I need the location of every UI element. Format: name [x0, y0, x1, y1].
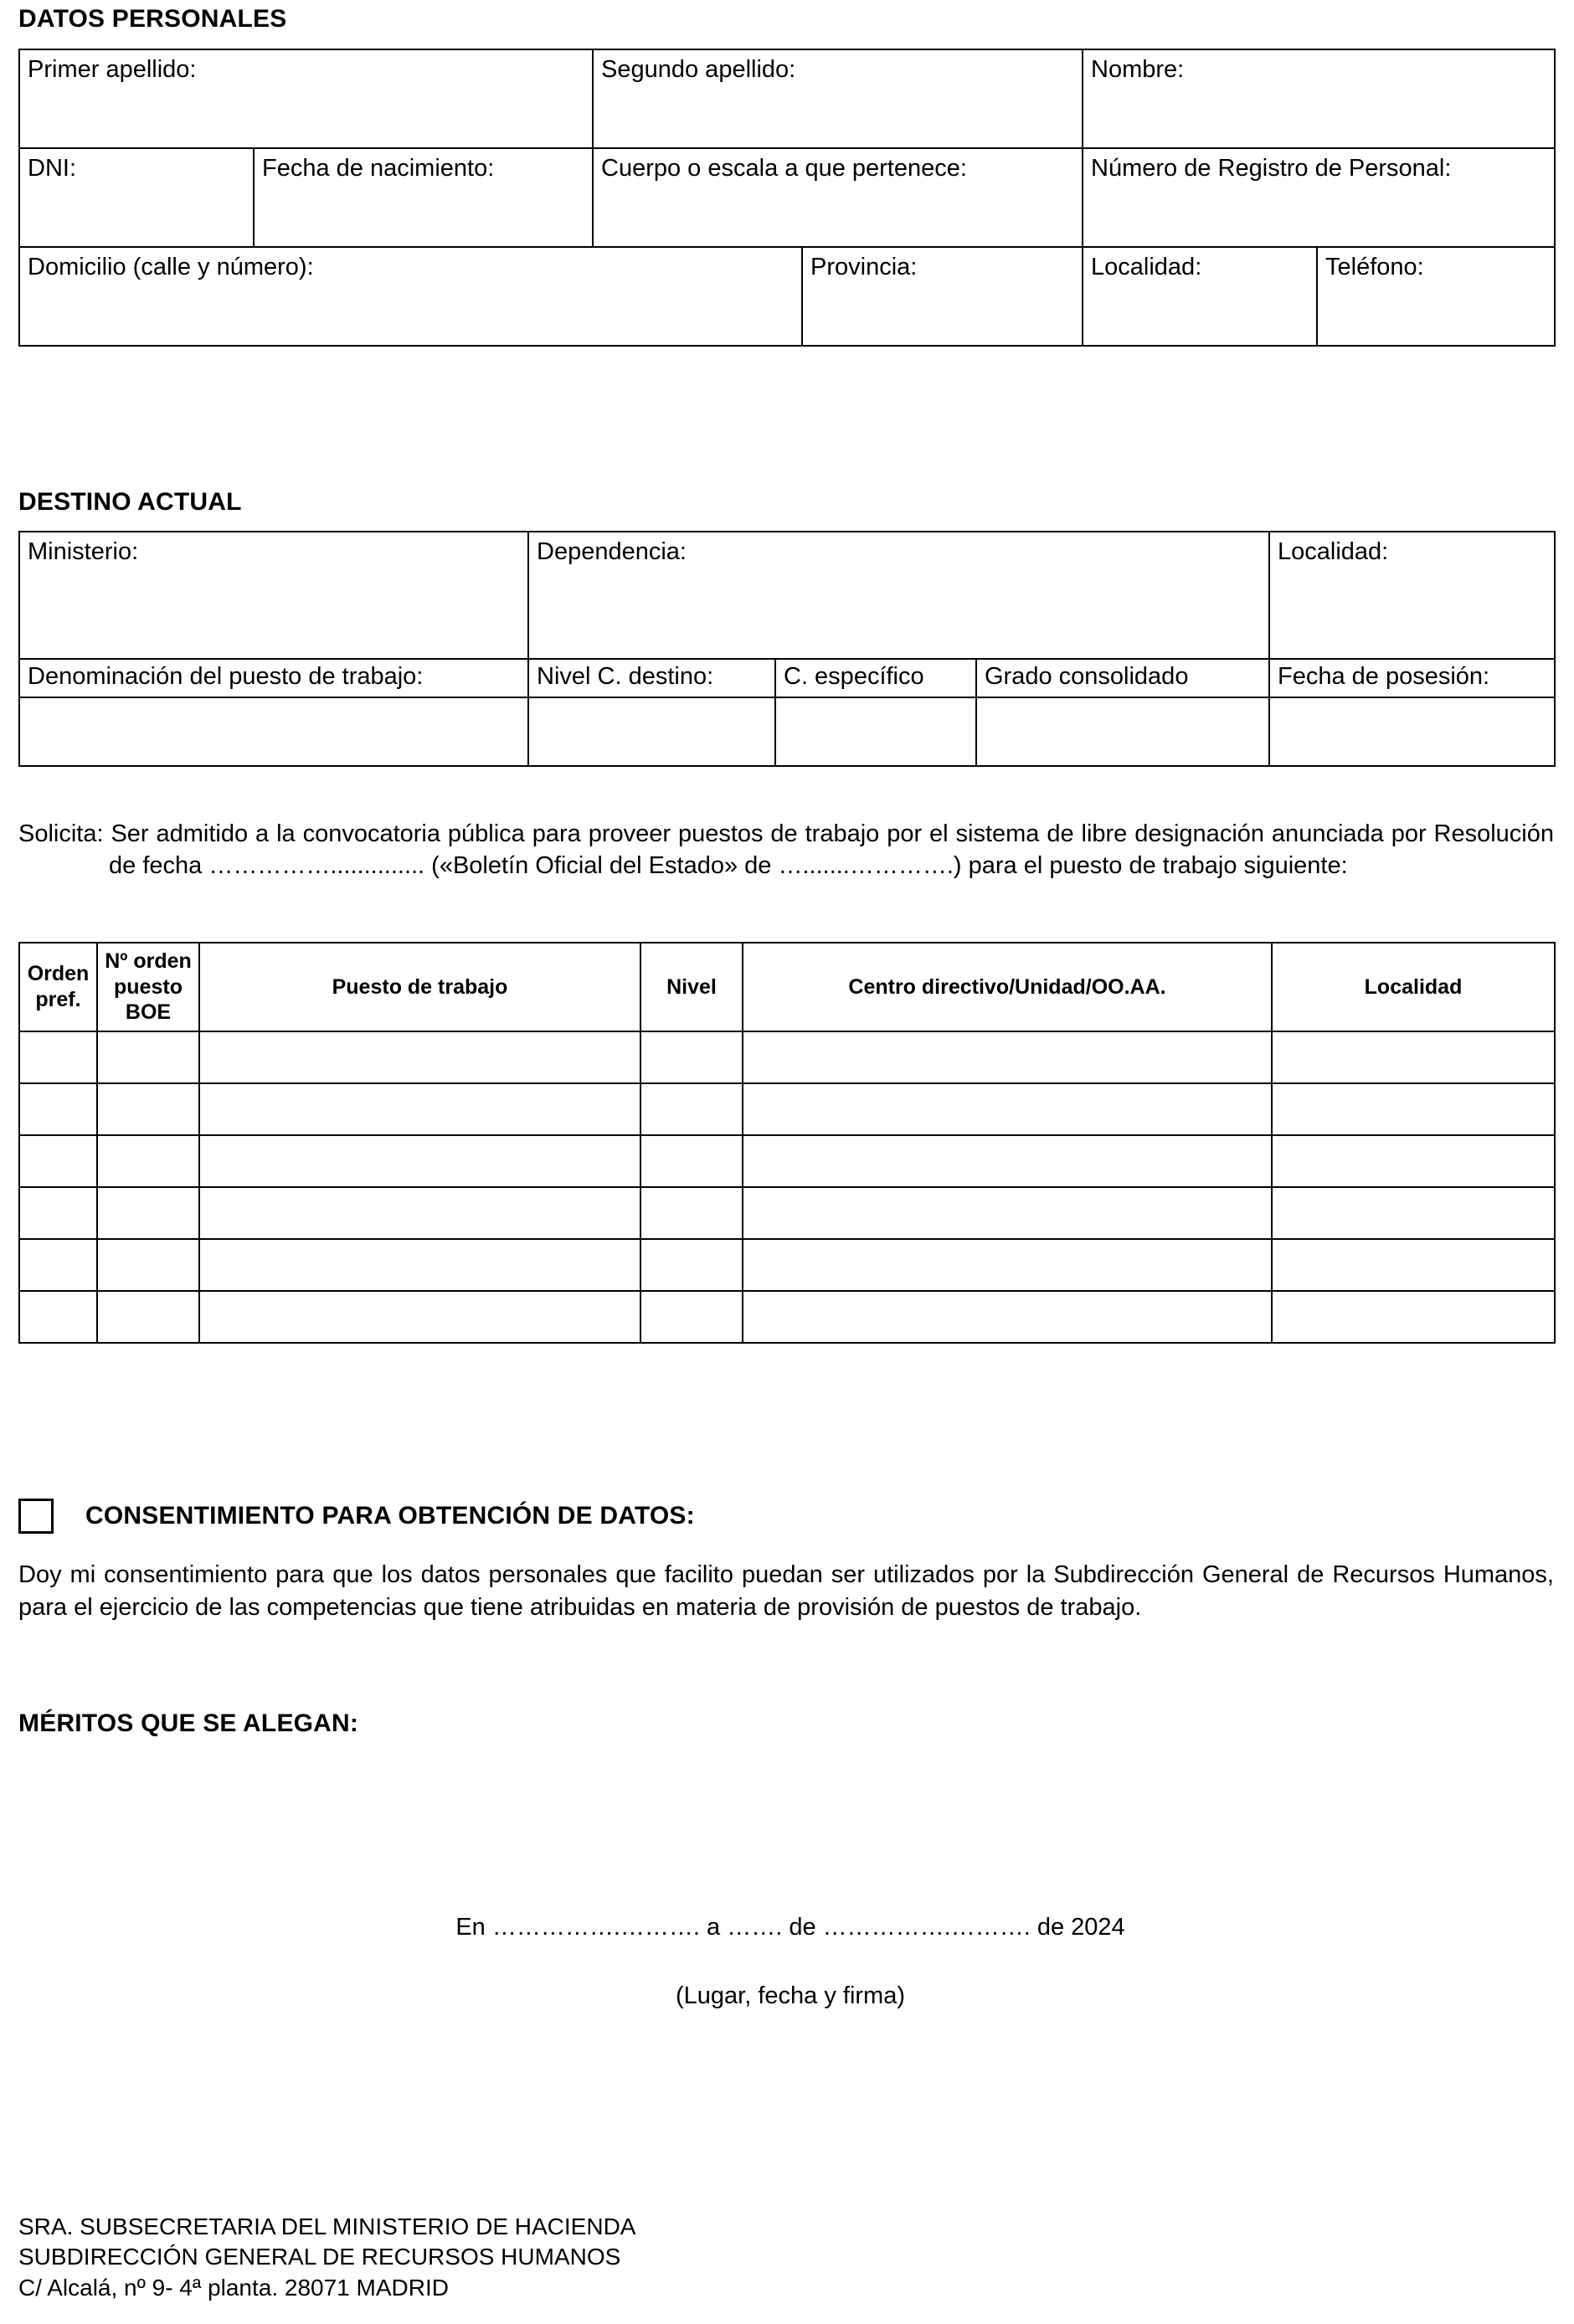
destino-actual-heading-wrap	[18, 488, 242, 516]
field-nombre[interactable]: Nombre:	[1083, 49, 1555, 148]
cell-orden-pref[interactable]	[19, 1291, 97, 1343]
meritos-heading: MÉRITOS QUE SE ALEGAN:	[18, 1710, 359, 1737]
field-provincia[interactable]: Provincia:	[802, 247, 1083, 346]
cell-nivel[interactable]	[640, 1291, 743, 1343]
consent-header-row	[18, 1499, 1554, 1534]
cell-nivel[interactable]	[640, 1239, 743, 1291]
jobs-header-nivel: Nivel	[640, 943, 743, 1031]
cell-num-orden-boe[interactable]	[97, 1187, 199, 1239]
field-localidad[interactable]: Localidad:	[1083, 247, 1317, 346]
footer-line-subdireccion: SUBDIRECCIÓN GENERAL DE RECURSOS HUMANOS	[18, 2244, 621, 2270]
table-row	[19, 49, 1555, 148]
cell-localidad[interactable]	[1272, 1239, 1555, 1291]
cell-localidad[interactable]	[1272, 1291, 1555, 1343]
jobs-table	[18, 942, 1556, 1344]
destino-actual-heading: DESTINO ACTUAL	[18, 488, 242, 516]
datos-personales-heading-wrap	[18, 5, 286, 33]
value-grado-consolidado[interactable]	[976, 697, 1269, 766]
cell-centro-directivo[interactable]	[743, 1291, 1272, 1343]
label-fecha-posesion: Fecha de posesión:	[1269, 659, 1555, 697]
cell-num-orden-boe[interactable]	[97, 1083, 199, 1135]
label-grado-consolidado: Grado consolidado	[976, 659, 1269, 697]
meritos-blank-area[interactable]	[18, 1750, 1554, 1884]
cell-centro-directivo[interactable]	[743, 1083, 1272, 1135]
footer-line-subsecretaria: SRA. SUBSECRETARIA DEL MINISTERIO DE HACIENDA	[18, 2213, 636, 2239]
destino-actual-table	[18, 531, 1556, 767]
cell-orden-pref[interactable]	[19, 1031, 97, 1083]
cell-centro-directivo[interactable]	[743, 1239, 1272, 1291]
table-row	[19, 1187, 1555, 1239]
field-fecha-nacimiento[interactable]: Fecha de nacimiento:	[254, 148, 593, 247]
jobs-header-centro-directivo: Centro directivo/Unidad/OO.AA.	[743, 943, 1272, 1031]
jobs-header-num-orden-boe: Nº orden puesto BOE	[97, 943, 199, 1031]
datos-personales-heading: DATOS PERSONALES	[18, 5, 287, 33]
cell-puesto-trabajo[interactable]	[199, 1187, 640, 1239]
field-ministerio[interactable]: Ministerio:	[19, 532, 528, 659]
value-c-especifico[interactable]	[775, 697, 976, 766]
field-cuerpo-escala[interactable]: Cuerpo o escala a que pertenece:	[593, 148, 1083, 247]
jobs-header-orden-pref: Orden pref.	[19, 943, 97, 1031]
signature-line-wrap	[18, 1914, 1554, 1941]
value-denominacion[interactable]	[19, 697, 528, 766]
cell-orden-pref[interactable]	[19, 1083, 97, 1135]
table-row	[19, 1291, 1555, 1343]
label-denominacion: Denominación del puesto de trabajo:	[19, 659, 528, 697]
datos-personales-table-wrap	[18, 49, 1556, 347]
cell-puesto-trabajo[interactable]	[199, 1031, 640, 1083]
cell-puesto-trabajo[interactable]	[199, 1135, 640, 1187]
cell-num-orden-boe[interactable]	[97, 1239, 199, 1291]
cell-nivel[interactable]	[640, 1083, 743, 1135]
jobs-table-wrap	[18, 942, 1556, 1344]
cell-puesto-trabajo[interactable]	[199, 1239, 640, 1291]
label-c-especifico: C. específico	[775, 659, 976, 697]
field-telefono[interactable]: Teléfono:	[1317, 247, 1555, 346]
table-row	[19, 1031, 1555, 1083]
signature-caption: (Lugar, fecha y firma)	[676, 1982, 905, 2009]
field-domicilio[interactable]: Domicilio (calle y número):	[19, 247, 802, 346]
consent-body-text: Doy mi consentimiento para que los datos personales que facilito puedan ser utilizados por la Subdirección General de Recursos Humanos, para el ejercicio de las competencias que tiene atribuidas en materia de provisión de puestos de trabajo.	[18, 1561, 1554, 1621]
cell-centro-directivo[interactable]	[743, 1031, 1272, 1083]
table-row	[19, 697, 1555, 766]
cell-num-orden-boe[interactable]	[97, 1031, 199, 1083]
table-row	[19, 1239, 1555, 1291]
signature-caption-wrap	[18, 1982, 1554, 2010]
cell-centro-directivo[interactable]	[743, 1187, 1272, 1239]
cell-nivel[interactable]	[640, 1187, 743, 1239]
cell-puesto-trabajo[interactable]	[199, 1083, 640, 1135]
field-dependencia[interactable]: Dependencia:	[528, 532, 1269, 659]
cell-localidad[interactable]	[1272, 1083, 1555, 1135]
cell-nivel[interactable]	[640, 1135, 743, 1187]
cell-localidad[interactable]	[1272, 1031, 1555, 1083]
consent-body-wrap	[18, 1559, 1554, 1623]
jobs-table-body	[19, 1031, 1555, 1343]
table-row	[19, 1135, 1555, 1187]
table-row-headers	[19, 659, 1555, 697]
label-nivel-c-destino: Nivel C. destino:	[528, 659, 775, 697]
cell-puesto-trabajo[interactable]	[199, 1291, 640, 1343]
cell-num-orden-boe[interactable]	[97, 1135, 199, 1187]
cell-num-orden-boe[interactable]	[97, 1291, 199, 1343]
value-nivel-c-destino[interactable]	[528, 697, 775, 766]
table-row	[19, 247, 1555, 346]
field-numero-registro[interactable]: Número de Registro de Personal:	[1083, 148, 1555, 247]
table-row	[19, 148, 1555, 247]
cell-localidad[interactable]	[1272, 1135, 1555, 1187]
field-dni[interactable]: DNI:	[19, 148, 254, 247]
field-destino-localidad[interactable]: Localidad:	[1269, 532, 1555, 659]
jobs-table-header-row	[19, 943, 1555, 1031]
cell-orden-pref[interactable]	[19, 1187, 97, 1239]
field-segundo-apellido[interactable]: Segundo apellido:	[593, 49, 1083, 148]
signature-date-line: En …………….………. a ……. de …………….………. de 2024	[455, 1914, 1125, 1941]
cell-localidad[interactable]	[1272, 1187, 1555, 1239]
consent-title: CONSENTIMIENTO PARA OBTENCIÓN DE DATOS:	[85, 1502, 695, 1530]
cell-centro-directivo[interactable]	[743, 1135, 1272, 1187]
field-primer-apellido[interactable]: Primer apellido:	[19, 49, 593, 148]
datos-personales-table	[18, 49, 1556, 347]
consent-checkbox[interactable]	[18, 1499, 54, 1534]
solicita-paragraph-wrap	[18, 819, 1554, 882]
table-row	[19, 1083, 1555, 1135]
jobs-header-puesto-trabajo: Puesto de trabajo	[199, 943, 640, 1031]
cell-orden-pref[interactable]	[19, 1239, 97, 1291]
cell-nivel[interactable]	[640, 1031, 743, 1083]
table-row	[19, 532, 1555, 659]
meritos-heading-wrap	[18, 1710, 358, 1738]
cell-orden-pref[interactable]	[19, 1135, 97, 1187]
jobs-header-localidad: Localidad	[1272, 943, 1555, 1031]
footer-block	[18, 2212, 635, 2303]
solicita-paragraph: Solicita: Ser admitido a la convocatoria pública para proveer puestos de trabajo por el sistema de libre designación anunciada por Resolución de fecha …………….............. («Boletín Oficial del Estado» de ….......………….) para el puesto de trabajo siguiente:	[18, 820, 1554, 879]
value-fecha-posesion[interactable]	[1269, 697, 1555, 766]
footer-line-address: C/ Alcalá, nº 9- 4ª planta. 28071 MADRID	[18, 2274, 449, 2301]
destino-actual-table-wrap	[18, 531, 1556, 767]
